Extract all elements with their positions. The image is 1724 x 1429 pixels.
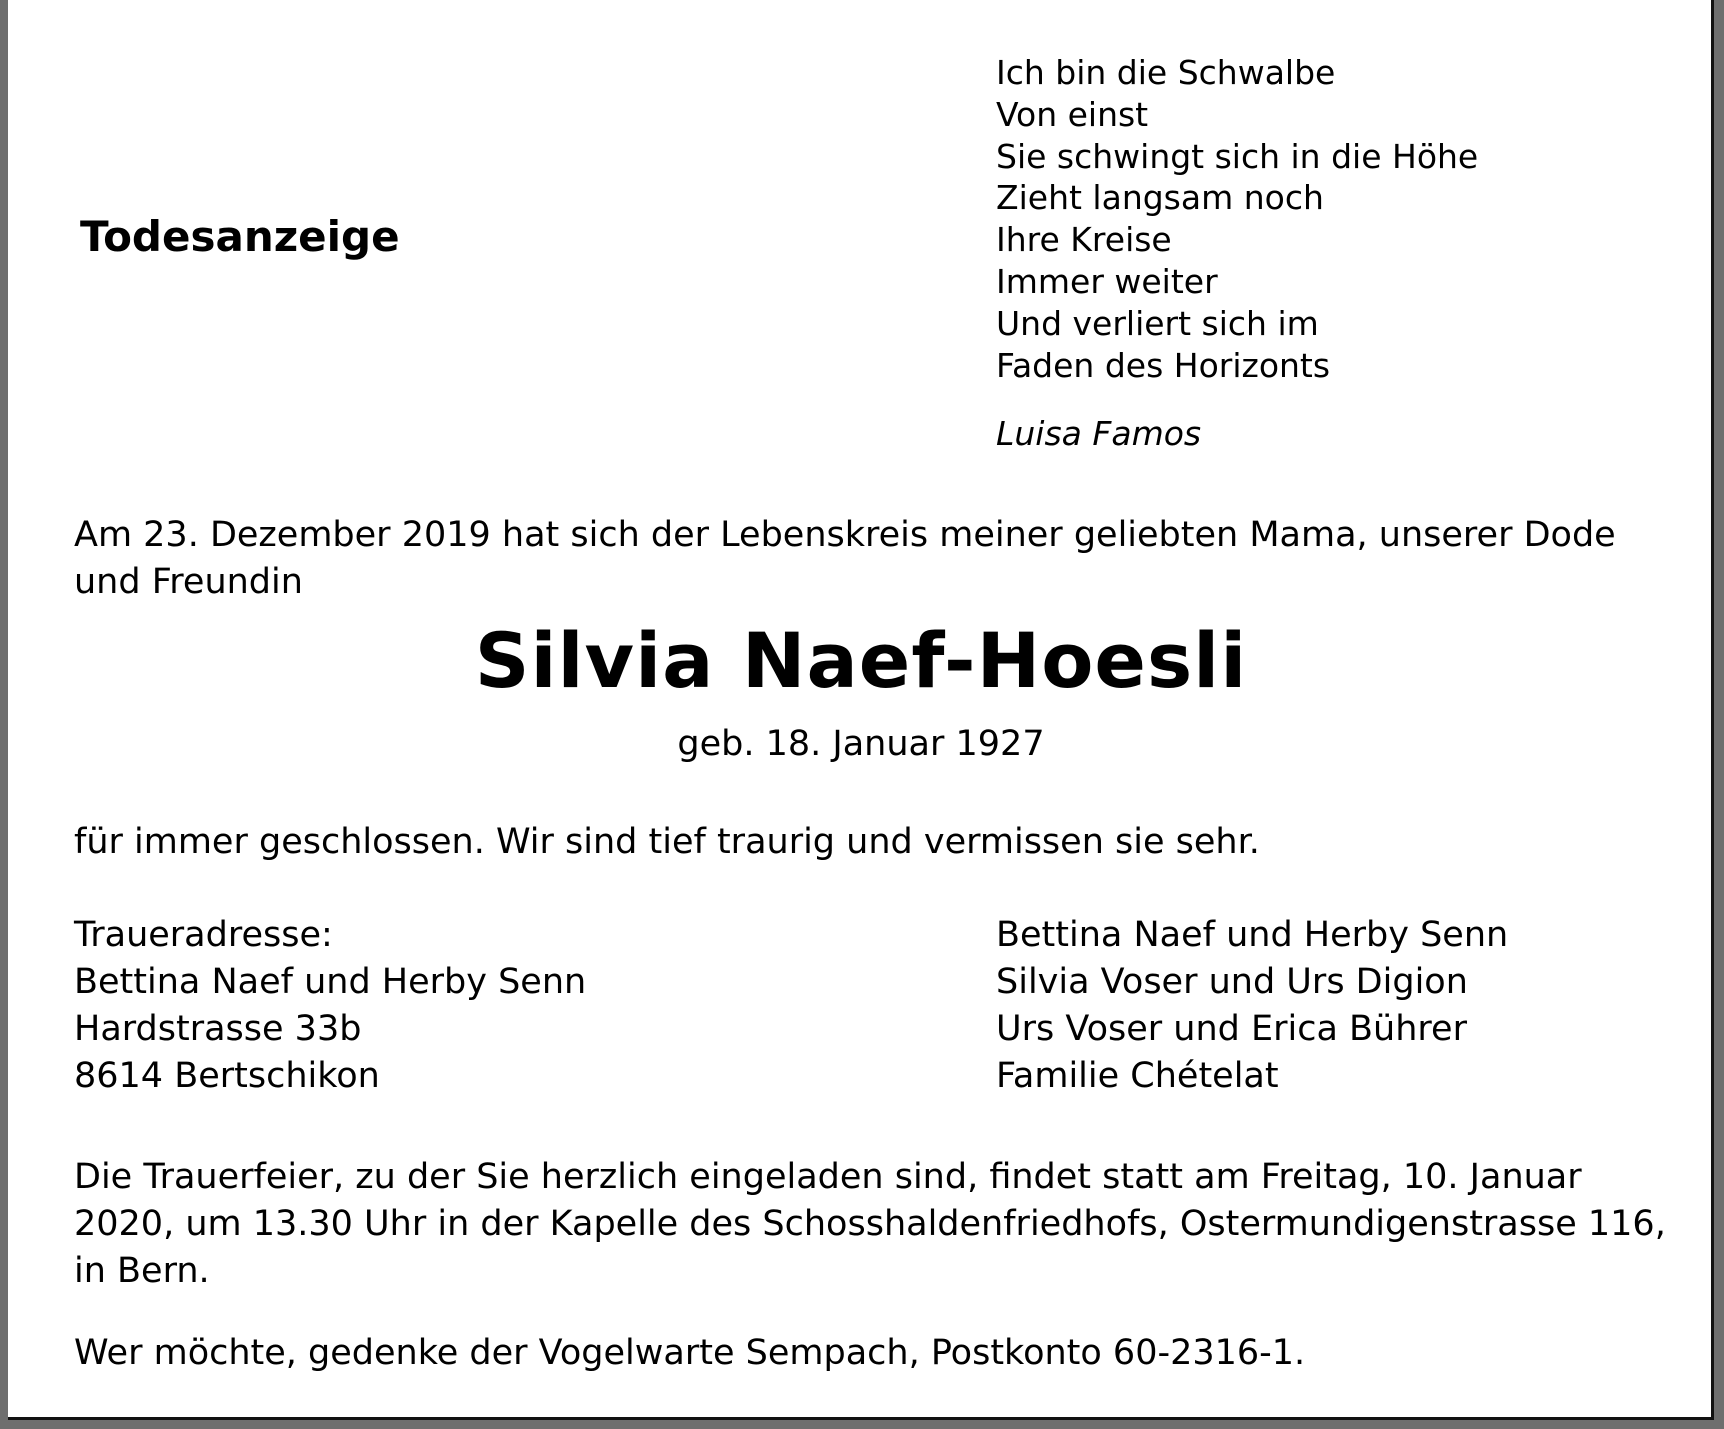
poem-line: Sie schwingt sich in die Höhe	[996, 136, 1479, 176]
ceremony-text: Die Trauerfeier, zu der Sie herzlich eingeladen sind, findet statt am Freitag, 10. Januar 2020, um 13.30 Uhr in der Kapelle des Schosshaldenfriedhofs, Ostermundigenstrasse 116, in Bern.	[74, 1157, 1666, 1291]
poem-line: Von einst	[996, 94, 1149, 134]
notice-title: Todesanzeige	[80, 212, 400, 261]
mourning-address	[74, 912, 586, 1100]
poem-author: Luisa Famos	[996, 414, 1202, 453]
birth-date: geb. 18. Januar 1927	[677, 724, 1045, 764]
address-line: 8614 Bertschikon	[74, 1056, 380, 1096]
mourner-entry: Silvia Voser und Urs Digion	[996, 962, 1468, 1002]
poem-line: Faden des Horizonts	[996, 345, 1331, 385]
address-line: Bettina Naef und Herby Senn	[74, 962, 587, 1002]
poem-line: Ihre Kreise	[996, 220, 1172, 260]
poem	[996, 52, 1478, 386]
mourner-entry: Familie Chételat	[996, 1056, 1279, 1096]
poem-line: Und verliert sich im	[996, 303, 1319, 343]
intro-text: Am 23. Dezember 2019 hat sich der Lebenskreis meiner geliebten Mama, unserer Dode und Freundin	[74, 515, 1616, 602]
poem-line: Immer weiter	[996, 261, 1218, 301]
address-heading: Traueradresse:	[74, 915, 333, 955]
obituary-notice	[8, 0, 1714, 1420]
mourner-entry: Bettina Naef und Herby Senn	[996, 915, 1509, 955]
mourner-entry: Urs Voser und Erica Bührer	[996, 1009, 1467, 1049]
mourners-list	[996, 912, 1508, 1100]
poem-line: Zieht langsam noch	[996, 178, 1324, 218]
deceased-name: Silvia Naef-Hoesli	[474, 616, 1248, 705]
closing-text: für immer geschlossen. Wir sind tief traurig und vermissen sie sehr.	[74, 822, 1260, 862]
poem-line: Ich bin die Schwalbe	[996, 53, 1336, 92]
donation-text: Wer möchte, gedenke der Vogelwarte Sempach, Postkonto 60-2316-1.	[74, 1333, 1306, 1373]
address-line: Hardstrasse 33b	[74, 1009, 362, 1049]
